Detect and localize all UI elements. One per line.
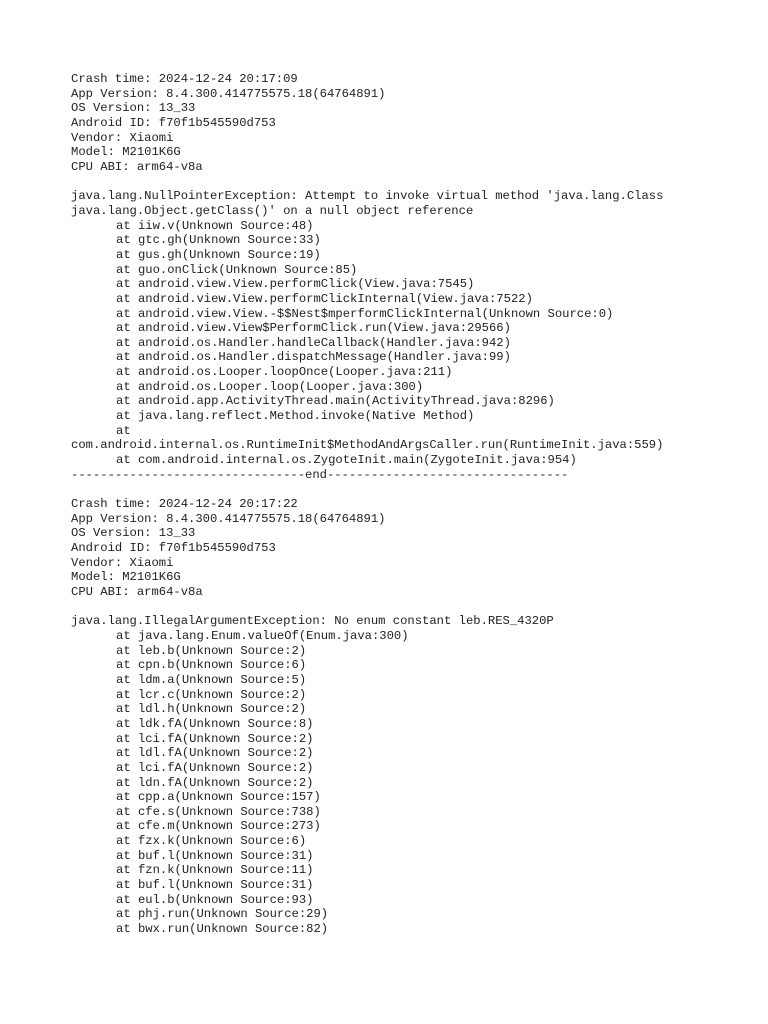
stack-frame: at android.view.View.-$$Nest$mperformClickInternal(Unknown Source:0) xyxy=(116,306,614,321)
stack-frame: at java.lang.reflect.Method.invoke(Native Method) xyxy=(116,409,475,424)
app-version: App Version: 8.4.300.414775575.18(64764891) xyxy=(71,86,386,101)
stack-frame: at lci.fA(Unknown Source:2) xyxy=(116,760,314,775)
stack-frame: at android.app.ActivityThread.main(ActivityThread.java:8296) xyxy=(116,394,555,409)
stack-frame: at com.android.internal.os.ZygoteInit.main(ZygoteInit.java:954) xyxy=(116,453,577,468)
stack-frame: at ldm.a(Unknown Source:5) xyxy=(116,672,307,687)
stack-frame: at ldl.h(Unknown Source:2) xyxy=(116,702,307,717)
model: Model: M2101K6G xyxy=(71,570,181,585)
exception-line: java.lang.Object.getClass()' on a null object reference xyxy=(71,203,474,218)
stack-frame: at bwx.run(Unknown Source:82) xyxy=(116,922,329,937)
blank-line xyxy=(71,175,751,190)
blank-line xyxy=(71,482,751,497)
crash-report-2 xyxy=(71,497,751,937)
stack-frame: at fzn.k(Unknown Source:11) xyxy=(116,863,314,878)
stack-frame: at java.lang.Enum.valueOf(Enum.java:300) xyxy=(116,628,409,643)
stack-frame: at lci.fA(Unknown Source:2) xyxy=(116,731,314,746)
stack-frame: at leb.b(Unknown Source:2) xyxy=(116,643,307,658)
stack-frame: at android.view.View.performClickInternal(View.java:7522) xyxy=(116,291,533,306)
stack-frame: at android.os.Handler.handleCallback(Handler.java:942) xyxy=(116,335,511,350)
crash-time: Crash time: 2024-12-24 20:17:22 xyxy=(71,497,298,512)
vendor: Vendor: Xiaomi xyxy=(71,555,174,570)
cpu-abi: CPU ABI: arm64-v8a xyxy=(71,159,203,174)
stack-frame: at ldl.fA(Unknown Source:2) xyxy=(116,746,314,761)
crash-log-text xyxy=(71,72,751,937)
exception-line: java.lang.IllegalArgumentException: No enum constant leb.RES_4320P xyxy=(71,614,554,629)
android-id: Android ID: f70f1b545590d753 xyxy=(71,541,276,555)
android-id: Android ID: f70f1b545590d753 xyxy=(71,115,276,130)
os-version: OS Version: 13_33 xyxy=(71,526,196,541)
stack-frame: at cpn.b(Unknown Source:6) xyxy=(116,658,307,673)
stack-frame: at android.os.Handler.dispatchMessage(Handler.java:99) xyxy=(116,350,511,365)
stack-frame: at ldn.fA(Unknown Source:2) xyxy=(116,775,314,790)
end-separator: --------------------------------end--------------------------------- xyxy=(71,467,569,482)
stack-frame: at android.os.Looper.loop(Looper.java:300) xyxy=(116,379,424,394)
stack-frame: at lcr.c(Unknown Source:2) xyxy=(116,687,307,702)
os-version: OS Version: 13_33 xyxy=(71,101,196,116)
stack-frame: at phj.run(Unknown Source:29) xyxy=(116,907,329,922)
vendor: Vendor: Xiaomi xyxy=(71,130,174,145)
stack-frame: at ldk.fA(Unknown Source:8) xyxy=(116,716,314,731)
cpu-abi: CPU ABI: arm64-v8a xyxy=(71,584,203,599)
model: Model: M2101K6G xyxy=(71,145,181,160)
stack-frame: at buf.l(Unknown Source:31) xyxy=(116,878,314,893)
stack-frame: at fzx.k(Unknown Source:6) xyxy=(116,834,307,849)
stack-frame: at buf.l(Unknown Source:31) xyxy=(116,848,314,863)
stack-frame: at cfe.m(Unknown Source:273) xyxy=(116,819,321,834)
stack-frame: at cpp.a(Unknown Source:157) xyxy=(116,790,321,805)
crash-time: Crash time: 2024-12-24 20:17:09 xyxy=(71,72,298,86)
stack-frame: at gtc.gh(Unknown Source:33) xyxy=(116,233,321,248)
app-version: App Version: 8.4.300.414775575.18(64764891) xyxy=(71,511,386,526)
stack-frame: at iiw.v(Unknown Source:48) xyxy=(116,218,314,233)
stack-frame: at android.os.Looper.loopOnce(Looper.java:211) xyxy=(116,365,453,380)
stack-frame: at cfe.s(Unknown Source:738) xyxy=(116,804,321,819)
crash-report-1 xyxy=(71,72,751,497)
stack-frame: at xyxy=(116,423,131,438)
stack-frame: at android.view.View$PerformClick.run(View.java:29566) xyxy=(116,321,511,336)
wrapped-stack-frame: com.android.internal.os.RuntimeInit$MethodAndArgsCaller.run(RuntimeInit.java:559) xyxy=(71,438,664,453)
stack-frame: at gus.gh(Unknown Source:19) xyxy=(116,247,321,262)
exception-line: java.lang.NullPointerException: Attempt to invoke virtual method 'java.lang.Class xyxy=(71,189,664,204)
blank-line xyxy=(71,600,751,615)
stack-frame: at guo.onClick(Unknown Source:85) xyxy=(116,262,358,277)
stack-frame: at eul.b(Unknown Source:93) xyxy=(116,892,314,907)
stack-frame: at android.view.View.performClick(View.java:7545) xyxy=(116,277,475,292)
